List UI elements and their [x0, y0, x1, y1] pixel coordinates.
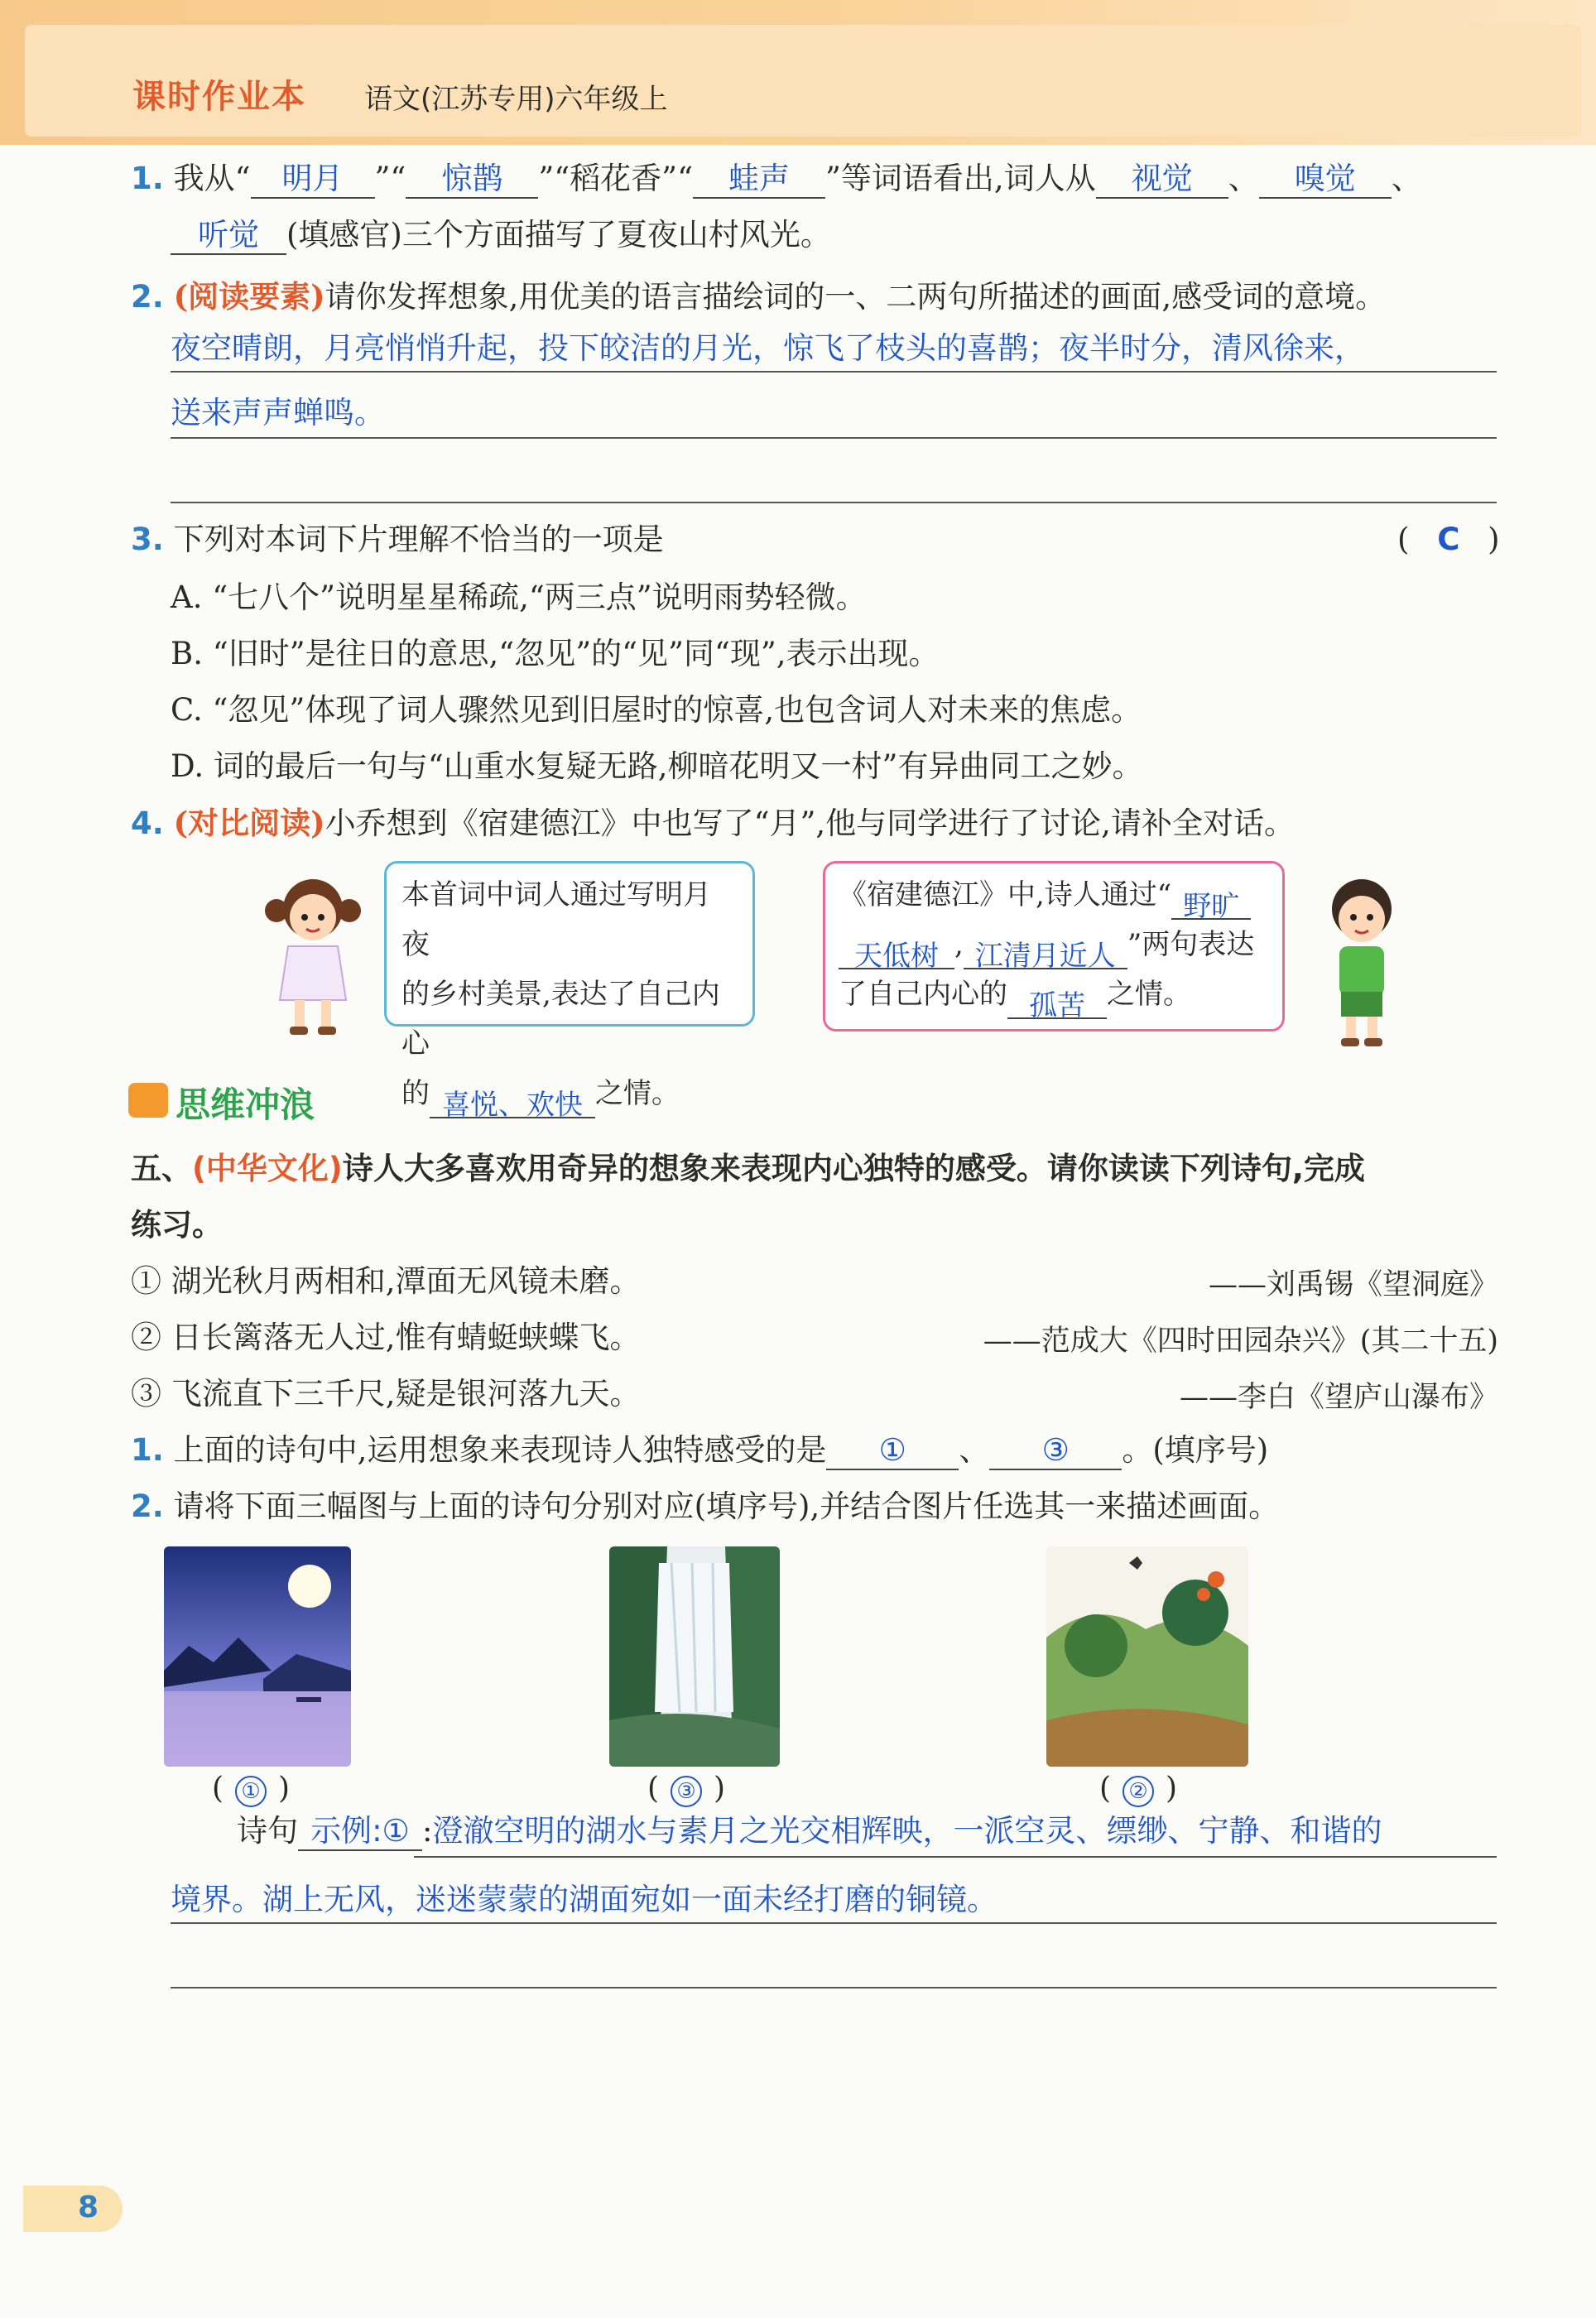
q4-blank-2[interactable]	[839, 931, 954, 973]
q5-rule-3	[171, 1987, 1497, 1989]
brand-title: 课时作业本	[132, 78, 306, 116]
q5-sub1-answer-1: ①	[878, 1432, 906, 1468]
q2-text: 请你发挥想象,用优美的语言描绘词的一、二两句所描述的画面,感受词的意境。	[324, 279, 1387, 315]
q1-blank-4[interactable]	[1096, 159, 1228, 199]
poem-answer-line-1: 澄澈空明的湖水与素月之光交相辉映，一派空灵、缥缈、宁静、和谐的	[432, 1813, 1382, 1849]
q3-option-d: D. 词的最后一句与“山重水复疑无路,柳暗花明又一村”有异曲同工之妙。	[171, 748, 1143, 784]
q2-rule-2	[171, 437, 1497, 439]
q5-sub2-text: 请将下面三幅图与上面的诗句分别对应(填序号),并结合图片任选其一来描述画面。	[173, 1488, 1280, 1524]
page-number: 8	[78, 2191, 99, 2224]
right-speech-bubble	[823, 861, 1285, 1032]
q5-text: 诗人大多喜欢用奇异的想象来表现内心独特的感受。请你读读下列诗句,完成	[342, 1151, 1365, 1186]
q4-blank-1[interactable]	[1171, 882, 1251, 923]
girl-illustration	[263, 868, 363, 1041]
q3-answer: C	[1437, 522, 1460, 557]
q1-line2	[171, 215, 831, 255]
bubble-text: 本首词中词人通过写明月夜	[401, 878, 711, 961]
caption-answer-3[interactable]: ②	[1122, 1776, 1154, 1807]
q4-answer-3: 江清月近人	[974, 940, 1116, 973]
bubble-text: 之情。	[1107, 978, 1191, 1011]
bubble-text: 的	[401, 1077, 430, 1110]
poem-source-3: ——李白《望庐山瀑布》	[1179, 1381, 1498, 1414]
q2-rule-1	[171, 371, 1497, 373]
q1-answer-5: 嗅觉	[1294, 161, 1356, 196]
q1-blank-2[interactable]	[406, 159, 538, 199]
q1-answer-4: 视觉	[1131, 161, 1193, 196]
poem-source-1: ——刘禹锡《望洞庭》	[1208, 1268, 1498, 1301]
q5-sub1-blank-1[interactable]	[826, 1431, 959, 1470]
q3-option-c: C. “忽见”体现了词人骤然见到旧屋时的惊喜,也包含词人对未来的焦虑。	[171, 692, 1142, 728]
q3-option-b: B. “旧时”是往日的意思,“忽见”的“见”同“现”,表示出现。	[171, 636, 940, 671]
q5-prompt-line-2: 练习。	[131, 1207, 223, 1243]
bubble-text: ”两句表达	[1127, 928, 1255, 961]
q4-blank-left[interactable]	[430, 1080, 595, 1122]
waterfall-picture	[609, 1546, 780, 1767]
q4-number: 4.	[131, 806, 164, 841]
boy-illustration	[1316, 868, 1407, 1051]
q5-prompt-line-1	[131, 1149, 1365, 1189]
q4-prompt	[131, 803, 1295, 844]
q1-blank-1[interactable]	[251, 159, 375, 199]
q5-rule-2	[171, 1922, 1497, 1924]
q5-tag: (中华文化)	[192, 1151, 343, 1186]
q1-text: ”“稻花香”“	[538, 161, 694, 196]
book-subtitle: 语文(江苏专用)六年级上	[364, 83, 668, 116]
bubble-text: 了自己内心的	[839, 978, 1007, 1011]
q1-text: 、	[1391, 161, 1422, 196]
poem-number-blank[interactable]	[298, 1811, 422, 1851]
q5-sub1-number: 1.	[131, 1432, 164, 1468]
q1-answer-6: 听觉	[198, 217, 259, 252]
q5-sub1-blank-2[interactable]	[989, 1431, 1122, 1470]
caption-answer-1[interactable]: ①	[235, 1776, 267, 1807]
poem-number-answer: 示例:①	[310, 1813, 410, 1849]
q1-answer-2: 惊鹊	[441, 161, 503, 196]
bubble-text: 《宿建德江》中,诗人通过“	[839, 878, 1172, 911]
bubble-text: 之情。	[595, 1077, 680, 1110]
poem-line-3: ③ 飞流直下三千尺,疑是银河落九天。	[131, 1376, 641, 1411]
q1-answer-1: 明月	[281, 161, 344, 196]
q4-text: 小乔想到《宿建德江》中也写了“月”,他与同学进行了讨论,请补全对话。	[324, 806, 1295, 841]
q4-blank-4[interactable]	[1007, 981, 1107, 1022]
q5-rule-1	[414, 1856, 1497, 1858]
q1-text: ”等词语看出,词人从	[825, 161, 1096, 196]
q2-rule-3	[171, 502, 1497, 503]
q1-blank-3[interactable]	[693, 159, 825, 199]
page-number-tab	[23, 2186, 123, 2232]
q3-paren: (	[1397, 522, 1410, 557]
q1-blank-5[interactable]	[1259, 159, 1392, 199]
q3-paren: )	[1488, 522, 1500, 557]
q1-number: 1.	[131, 161, 164, 196]
poem-answer-line-2: 境界。湖上无风，迷迷蒙蒙的湖面宛如一面未经打磨的铜镜。	[171, 1882, 997, 1917]
q5-sub1-answer-2: ③	[1041, 1432, 1070, 1468]
q2-prompt	[131, 277, 1386, 317]
left-speech-bubble	[384, 861, 755, 1122]
q1-line1	[131, 159, 1422, 199]
poem-source-2: ——范成大《四时田园杂兴》(其二十五)	[983, 1325, 1498, 1358]
moonlit-lake-picture	[164, 1546, 351, 1767]
q4-answer-2: 天低树	[854, 940, 939, 973]
q5-label: 五、	[131, 1151, 192, 1186]
q3-option-a: A. “七八个”说明星星稀疏,“两三点”说明雨势轻微。	[171, 580, 867, 615]
q2-answer-line-2: 送来声声蝉鸣。	[171, 395, 385, 430]
q1-text: 我从“	[173, 161, 251, 196]
q3-answer-box[interactable]	[1397, 520, 1500, 560]
q1-text: ”“	[374, 161, 406, 196]
q5-sub1	[131, 1431, 1268, 1470]
q2-tag: (阅读要素)	[173, 278, 325, 315]
bubble-text: ,	[954, 928, 964, 961]
poem-label: 诗句	[237, 1813, 298, 1849]
q2-answer-line-1: 夜空晴朗，月亮悄悄升起，投下皎洁的月光，惊飞了枝头的喜鹊；夜半时分，清风徐来，	[171, 330, 1365, 366]
poem-description	[237, 1811, 1382, 1851]
countryside-picture	[1046, 1546, 1248, 1767]
bubble-text: 的乡村美景,表达了自己内心	[401, 978, 720, 1060]
q5-sub1-text: 。(填序号)	[1122, 1432, 1269, 1468]
q5-sub1-text: 上面的诗句中,运用想象来表现诗人独特感受的是	[173, 1432, 827, 1468]
section-title: 思维冲浪	[175, 1084, 315, 1125]
q4-tag: (对比阅读)	[173, 805, 325, 841]
caption-picture-3: ( ② )	[1099, 1772, 1178, 1806]
q5-sub1-text: 、	[959, 1432, 990, 1468]
q4-answer-4: 孤苦	[1029, 989, 1085, 1022]
q4-answer-left: 喜悦、欢快	[442, 1089, 583, 1122]
poem-colon: :	[422, 1813, 433, 1849]
q5-sub2	[131, 1487, 1279, 1527]
q4-answer-1: 野旷	[1183, 890, 1240, 923]
q3-prompt	[131, 520, 664, 560]
caption-picture-2: ( ③ )	[647, 1772, 726, 1806]
q3-text: 下列对本词下片理解不恰当的一项是	[173, 522, 664, 557]
q1-answer-3: 蛙声	[728, 161, 791, 196]
poem-line-1: ① 湖光秋月两相和,潭面无风镜未磨。	[131, 1263, 641, 1299]
q1-text: (填感官)三个方面描写了夏夜山村风光。	[286, 217, 831, 252]
q5-sub2-number: 2.	[131, 1488, 164, 1524]
q1-text: 、	[1228, 161, 1259, 196]
caption-answer-2[interactable]: ③	[671, 1776, 702, 1807]
poem-line-2: ② 日长篱落无人过,惟有蜻蜓蛱蝶飞。	[131, 1320, 641, 1355]
caption-picture-1: ( ① )	[212, 1772, 291, 1806]
q1-blank-6[interactable]	[171, 215, 286, 255]
q3-number: 3.	[131, 522, 164, 557]
wave-icon	[128, 1083, 168, 1118]
q2-number: 2.	[131, 279, 164, 315]
q4-blank-3[interactable]	[964, 931, 1127, 973]
